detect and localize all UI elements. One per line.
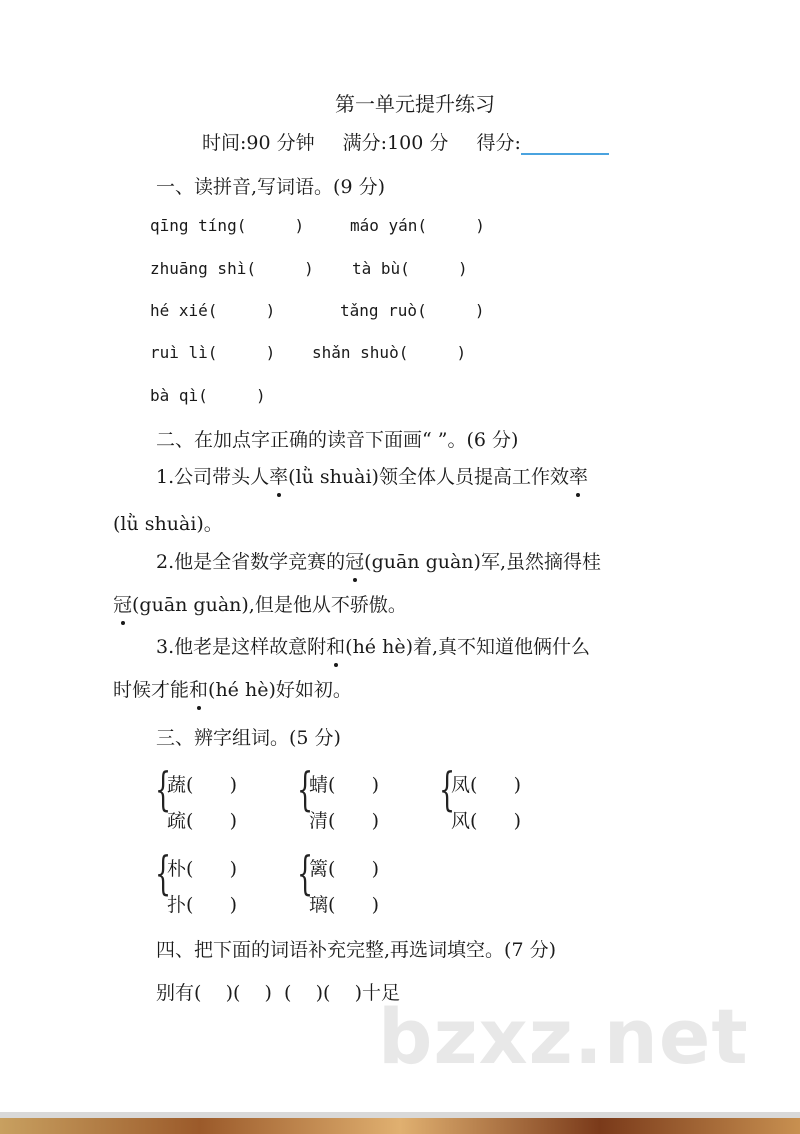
- char-pair-group: { 蜻( ) 清( ): [297, 762, 380, 832]
- pinyin-item: bà qì( ): [150, 386, 266, 405]
- page-title: 第一单元提升练习: [335, 92, 495, 116]
- question-3: 3.他老是这样故意附和(hé hè)着,真不知道他俩什么: [156, 632, 590, 659]
- char-pair-group: { 蔬( ) 疏( ): [155, 762, 238, 832]
- question-2-cont: 冠(guān guàn),但是他从不骄傲。: [113, 590, 407, 617]
- pinyin-item: zhuāng shì( ): [150, 259, 314, 278]
- fill-in-line: 别有( )( ) ( )( )十足: [156, 982, 401, 1004]
- brace-icon: {: [297, 762, 314, 816]
- dotted-char: 冠: [113, 590, 132, 617]
- question-3-cont: 时候才能和(hé hè)好如初。: [113, 675, 352, 702]
- section-1-heading: 一、读拼音,写词语。(9 分): [156, 176, 385, 198]
- brace-icon: {: [297, 846, 314, 900]
- bottom-image-strip: [0, 1118, 800, 1134]
- exam-meta: [202, 128, 609, 155]
- pinyin-item: shǎn shuò( ): [312, 343, 467, 362]
- pinyin-item: qīng tíng( ): [150, 216, 305, 235]
- full-score: 满分:100 分: [342, 132, 449, 154]
- pinyin-item: máo yán( ): [350, 216, 485, 235]
- char-pair-group: { 朴( ) 扑( ): [155, 846, 238, 916]
- question-1-cont: (lǜ shuài)。: [113, 513, 223, 535]
- char-pair-group: { 篱( ) 璃( ): [297, 846, 380, 916]
- pinyin-item: tà bù( ): [352, 259, 468, 278]
- dotted-char: 和: [326, 632, 345, 659]
- char-pair-group: { 凤( ) 风( ): [439, 762, 522, 832]
- pinyin-item: ruì lì( ): [150, 343, 276, 362]
- brace-icon: {: [439, 762, 456, 816]
- brace-icon: {: [155, 846, 172, 900]
- dotted-char: 率: [569, 462, 588, 489]
- section-4-heading: 四、把下面的词语补充完整,再选词填空。(7 分): [156, 939, 556, 961]
- section-2-heading: 二、在加点字正确的读音下面画“ ”。(6 分): [156, 429, 519, 451]
- section-3-heading: 三、辨字组词。(5 分): [156, 727, 341, 749]
- question-1: 1.公司带头人率(lǜ shuài)领全体人员提高工作效率: [156, 462, 588, 489]
- pinyin-item: hé xié( ): [150, 301, 276, 320]
- time-limit: 时间:90 分钟: [202, 132, 315, 154]
- question-2: 2.他是全省数学竞赛的冠(guān guàn)军,虽然摘得桂: [156, 547, 601, 574]
- dotted-char: 和: [189, 675, 208, 702]
- pinyin-item: tǎng ruò( ): [340, 301, 485, 320]
- brace-icon: {: [155, 762, 172, 816]
- dotted-char: 率: [269, 462, 288, 489]
- score-label: 得分:: [476, 132, 521, 154]
- dotted-char: 冠: [345, 547, 364, 574]
- watermark: bzxz.net: [378, 992, 749, 1081]
- score-blank[interactable]: [521, 135, 609, 155]
